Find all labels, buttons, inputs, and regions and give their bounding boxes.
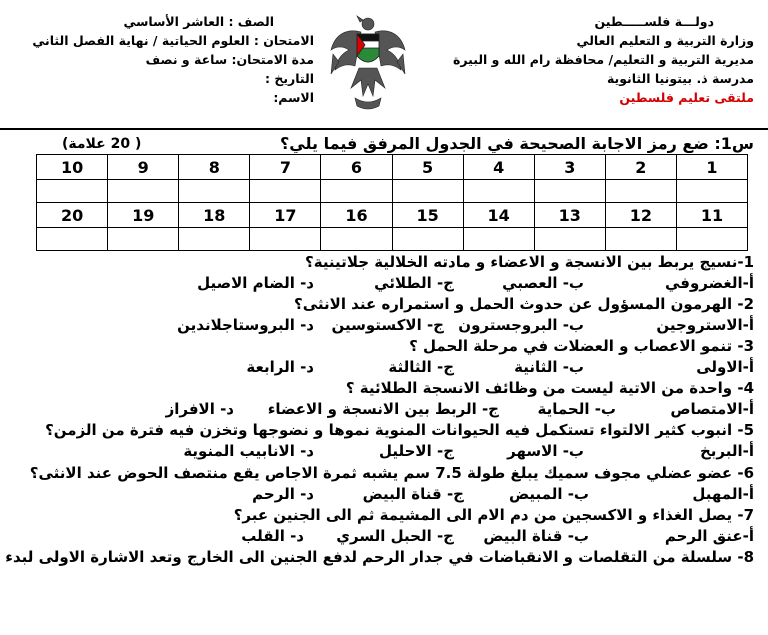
option-a: أ-الاستروجين [656,316,754,334]
option-d: د- البروستاجلاندين [177,316,314,334]
school-info [434,12,754,107]
exam-info [14,12,314,107]
option-b: ب- المبيض [508,485,589,503]
option-a: أ-الاولى [696,358,754,376]
answer-number-cell: 12 [605,203,676,228]
answer-blank-cell[interactable] [108,180,179,203]
option-b: ب- البروجسترون [458,316,584,334]
option-a: أ-البربخ [699,442,754,460]
answer-number-cell: 15 [392,203,463,228]
question-list [5,252,754,568]
answer-number-cell: 13 [534,203,605,228]
answer-blank-cell[interactable] [250,180,321,203]
answer-table [36,154,748,251]
question-7-options [12,526,754,547]
option-d: د- الضام الاصيل [197,274,314,292]
answer-number-cell: 19 [108,203,179,228]
option-c: ج- الاحليل [378,442,454,460]
option-d: د- الانابيب المنوية [183,442,314,460]
answer-number-cell: 8 [179,155,250,180]
option-b: ب- الحماية [537,400,616,418]
name-label: الاسم: [273,90,314,105]
palestine-eagle-emblem-icon [327,10,409,120]
school-name: مدرسة ذ. بيتونيا الثانوية [606,71,754,86]
answer-blank-cell[interactable] [605,228,676,251]
answer-blank-cell[interactable] [179,228,250,251]
answer-blank-cell[interactable] [108,228,179,251]
ministry-name: وزارة التربية و التعليم العالي [576,33,754,48]
answer-blank-cell[interactable] [676,180,747,203]
question-7: 7- يصل الغذاء و الاكسجين من دم الام الى المشيمة ثم الى الجنين عبر؟ [233,506,754,524]
answer-blank-cell[interactable] [321,228,392,251]
option-d: د- القلب [241,527,304,545]
answer-blank-cell[interactable] [250,228,321,251]
option-b: ب- الثانية [514,358,584,376]
answer-number-cell: 5 [392,155,463,180]
answer-blank-cell[interactable] [37,228,108,251]
answer-blank-cell[interactable] [534,228,605,251]
answer-number-cell: 9 [108,155,179,180]
option-b: ب- قناة البيض [483,527,589,545]
answer-table-header-row-1 [37,155,748,180]
option-c: ج- الربط بين الانسجة و الاعضاء [267,400,499,418]
question-3: 3- تنمو الاعصاب و العضلات في مرحلة الحمل ؟ [409,337,754,355]
option-c: ج- قناة البيض [362,485,464,503]
answer-blank-cell[interactable] [392,228,463,251]
question-4: 4- واحدة من الاتية ليست من وظائف الانسجة الطلائية ؟ [345,379,754,397]
question-2: 2- الهرمون المسؤول عن حدوث الحمل و استمراره عند الانثى؟ [294,295,754,313]
answer-number-cell: 17 [250,203,321,228]
answer-number-cell: 18 [179,203,250,228]
answer-number-cell: 16 [321,203,392,228]
question-5-options [12,441,754,462]
question-2-options [12,315,754,336]
option-b: ب- العصبي [502,274,584,292]
question-1-options [12,273,754,294]
option-c: ج- الطلائي [374,274,454,292]
section-marks: ( 20 علامة) [62,136,142,152]
duration-label: مدة الامتحان: ساعة و نصف [145,52,314,67]
option-d: د- الافراز [165,400,234,418]
grade-label: الصف : العاشر الأساسي [123,14,274,29]
option-c: ج- الحبل السري [336,527,454,545]
answer-number-cell: 1 [676,155,747,180]
state-name: دولـــة فلســـــطين [594,14,714,29]
answer-blank-cell[interactable] [463,228,534,251]
date-label: التاريخ : [264,71,314,86]
option-c: ج- الثالثة [388,358,454,376]
question-5: 5- انبوب كثير الالتواء تستكمل فيه الحيوانات المنوية نموها و نضوجها وتخزن فيه فترة من الزمن؟ [45,421,754,439]
question-6-options [12,484,754,505]
answer-blank-cell[interactable] [392,180,463,203]
option-a: أ-المهبل [692,485,754,503]
option-a: أ-الغضروفي [664,274,754,292]
answer-blank-cell[interactable] [463,180,534,203]
question-4-options [12,399,754,420]
question-6: 6- عضو عضلي مجوف سميك يبلغ طولة 7.5 سم يشبه ثمرة الاجاص يقع منتصف الحوض عند الانثى؟ [29,464,754,482]
option-c: ج- الاكستوسين [331,316,444,334]
answer-number-cell: 11 [676,203,747,228]
answer-blank-cell[interactable] [321,180,392,203]
option-a: أ-عنق الرحم [664,527,754,545]
option-d: د- الرابعة [246,358,314,376]
section-title: س1: ضع رمز الاجابة الصحيحة في الجدول المرفق فيما يلي؟ [280,134,754,153]
answer-number-cell: 3 [534,155,605,180]
answer-number-cell: 6 [321,155,392,180]
question-1: 1-نسيج يربط بين الانسجة و الاعضاء و مادته الخلالية جلاتينية؟ [305,253,754,271]
answer-blank-cell[interactable] [534,180,605,203]
directorate-name: مديرية التربية و التعليم/ محافظة رام الله و البيرة [452,52,754,67]
answer-number-cell: 20 [37,203,108,228]
exam-header [0,0,768,128]
answer-blank-cell[interactable] [605,180,676,203]
answer-number-cell: 2 [605,155,676,180]
answer-number-cell: 10 [37,155,108,180]
option-b: ب- الاسهر [507,442,584,460]
answer-blank-cell[interactable] [676,228,747,251]
question-3-options [12,357,754,378]
answer-number-cell: 7 [250,155,321,180]
answer-blank-cell[interactable] [179,180,250,203]
answer-table-header-row-2 [37,203,748,228]
answer-blank-cell[interactable] [37,180,108,203]
site-watermark: ملتقى تعليم فلسطين [619,90,754,105]
answer-table-blank-row-2 [37,228,748,251]
option-d: د- الرحم [252,485,314,503]
answer-number-cell: 14 [463,203,534,228]
option-a: أ-الامتصاص [670,400,754,418]
exam-label: الامتحان : العلوم الحياتية / نهاية الفصل الثاني [32,33,314,48]
answer-table-blank-row-1 [37,180,748,203]
section-title-row [0,128,768,154]
question-8: 8- سلسلة من التقلصات و الانقباضات في جدار الرحم لدفع الجنين الى الخارج وتعد الاشارة الاولى لبدء [5,548,754,566]
answer-number-cell: 4 [463,155,534,180]
